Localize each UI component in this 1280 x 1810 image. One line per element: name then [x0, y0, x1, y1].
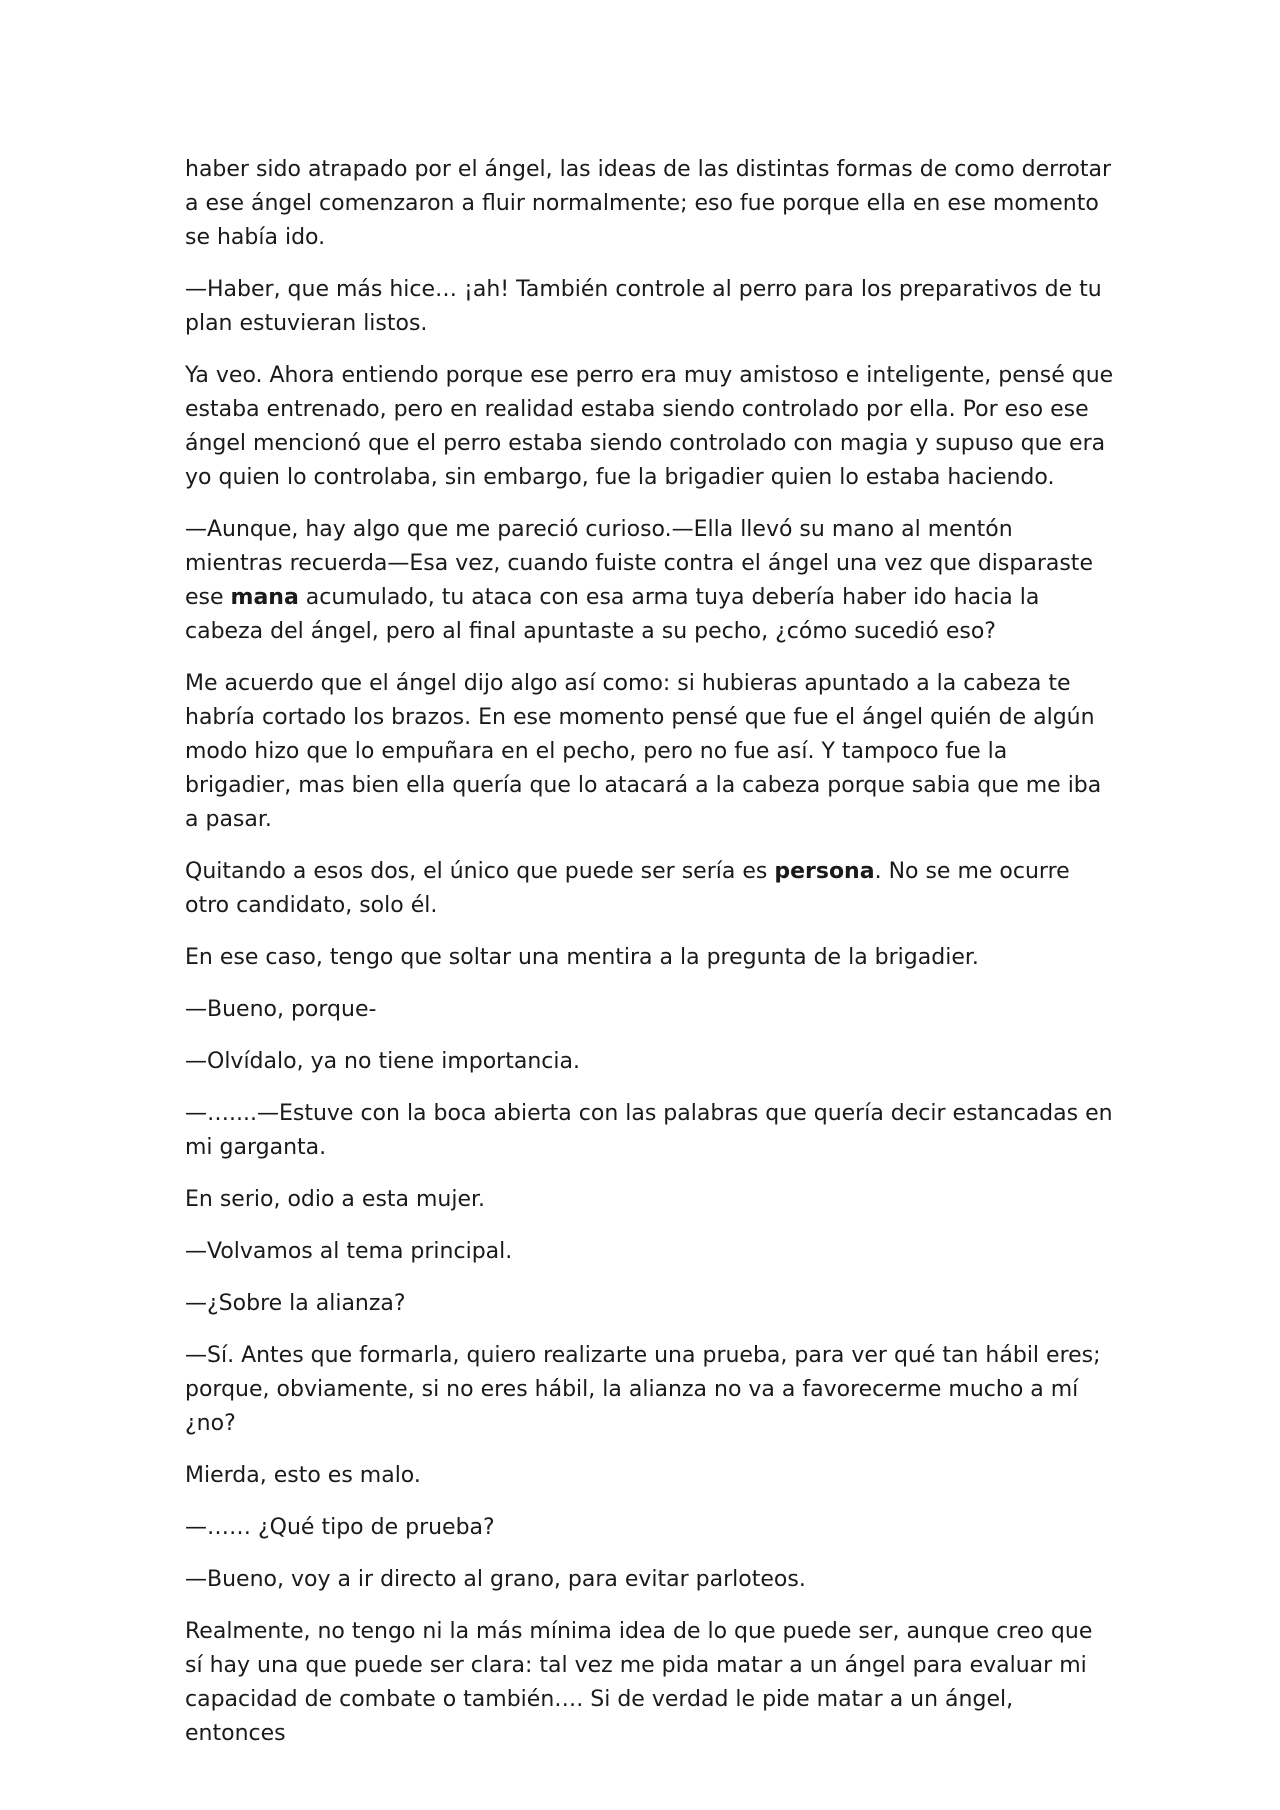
- text-run: acumulado, tu ataca con esa arma tuya debería haber ido hacia la cabeza del ángel, pero al final apuntaste a su pecho, ¿cómo sucedió eso?: [185, 585, 1040, 644]
- paragraph: [185, 993, 1115, 1027]
- paragraph: [185, 1615, 1115, 1751]
- paragraph: [185, 1511, 1115, 1545]
- paragraph: [185, 667, 1115, 837]
- paragraph: [185, 1287, 1115, 1321]
- text-run: —Bueno, voy a ir directo al grano, para evitar parloteos.: [185, 1567, 806, 1592]
- paragraph: [185, 273, 1115, 341]
- text-run: —Sí. Antes que formarla, quiero realizarte una prueba, para ver qué tan hábil eres; porque, obviamente, si no eres hábil, la alianza no va a favorecerme mucho a mí ¿no?: [185, 1343, 1101, 1436]
- paragraph: [185, 1097, 1115, 1165]
- text-run: haber sido atrapado por el ángel, las ideas de las distintas formas de como derrotar a ese ángel comenzaron a fluir normalmente; eso fue porque ella en ese momento se había ido.: [185, 157, 1111, 250]
- text-run: En serio, odio a esta mujer.: [185, 1187, 486, 1212]
- text-run: —…....—Estuve con la boca abierta con las palabras que quería decir estancadas en mi garganta.: [185, 1101, 1113, 1160]
- text-run: En ese caso, tengo que soltar una mentira a la pregunta de la brigadier.: [185, 945, 979, 970]
- text-run: Me acuerdo que el ángel dijo algo así como: si hubieras apuntado a la cabeza te habría cortado los brazos. En ese momento pensé que fue el ángel quién de algún modo hizo que lo empuñara en el pecho, pero no fue así. Y tampoco fue la brigadier, mas bien ella quería que lo atacará a la cabeza porque sabia que me iba a pasar.: [185, 671, 1102, 832]
- document-body: [185, 153, 1115, 1769]
- bold-text-run: persona: [774, 859, 875, 884]
- text-run: —Haber, que más hice… ¡ah! También controle al perro para los preparativos de tu plan estuvieran listos.: [185, 277, 1102, 336]
- text-run: —Bueno, porque-: [185, 997, 377, 1022]
- text-run: Ya veo. Ahora entiendo porque ese perro era muy amistoso e inteligente, pensé que estaba entrenado, pero en realidad estaba siendo controlado por ella. Por eso ese ángel mencionó que el perro estaba siendo controlado con magia y supuso que era yo quien lo controlaba, sin embargo, fue la brigadier quien lo estaba haciendo.: [185, 363, 1114, 490]
- text-run: —Volvamos al tema principal.: [185, 1239, 513, 1264]
- text-run: —Olvídalo, ya no tiene importancia.: [185, 1049, 580, 1074]
- text-run: Quitando a esos dos, el único que puede ser sería es: [185, 859, 775, 884]
- paragraph: [185, 153, 1115, 255]
- paragraph: [185, 941, 1115, 975]
- paragraph: [185, 855, 1115, 923]
- text-run: Realmente, no tengo ni la más mínima idea de lo que puede ser, aunque creo que sí hay una que puede ser clara: tal vez me pida matar a un ángel para evaluar mi capacidad de combate o también…. Si de verdad le pide matar a un ángel, entonces: [185, 1619, 1093, 1746]
- paragraph: [185, 359, 1115, 495]
- bold-text-run: mana: [230, 585, 299, 610]
- paragraph: [185, 1045, 1115, 1079]
- paragraph: [185, 1339, 1115, 1441]
- paragraph: [185, 1235, 1115, 1269]
- paragraph: [185, 1563, 1115, 1597]
- text-run: —Aunque, hay algo que me pareció curioso.—Ella llevó su mano al mentón mientras recuerda—Esa vez, cuando fuiste contra el ángel una vez que disparaste ese: [185, 517, 1093, 610]
- text-run: —¿Sobre la alianza?: [185, 1291, 406, 1316]
- text-run: . No se me ocurre otro candidato, solo él.: [185, 859, 1070, 918]
- text-run: Mierda, esto es malo.: [185, 1463, 421, 1488]
- text-run: —…… ¿Qué tipo de prueba?: [185, 1515, 495, 1540]
- paragraph: [185, 1459, 1115, 1493]
- paragraph: [185, 1183, 1115, 1217]
- paragraph: [185, 513, 1115, 649]
